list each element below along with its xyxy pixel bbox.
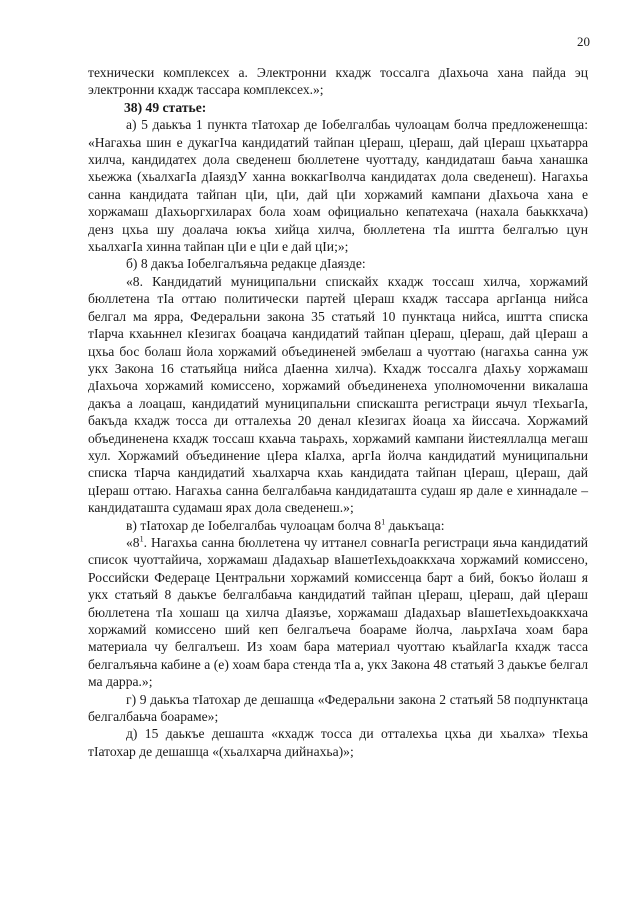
paragraph-b: б) 8 дакъа Iобелгалъяьча редакце дIаязде:	[126, 256, 366, 272]
paragraph-a: а) 5 даькъа 1 пункта тIатохар де Iобелгалбаь чулоацам болча предложенешца: «Нагахьа шин е дукагIча кандидатий тайпан цIераш, цIераш, дай цIераш цхьатарра хилча, кандидатех дола сведенеш бюллетене чуоттаду, кандидаташ баьча ханашка хьежжа (хьалхагIа дIаяздУ ханна воккагIволча кандидатах дола сведенеш). Нагахьа санна кандидата тайпан цIи, цIи, дай цIи хоржамий кампани дIахьоча хана е хоржамаш дIахьоргхиларах бола хоам официально кепатехача (нахала баьккхача) денз цхьа шу доалача юкъа хийца хилча, бюллетена тIа иштта белгалъю цун хьалхагIа хинна тайпан цIи е цIи е дай цIи;»;	[88, 117, 588, 255]
article-heading: 38) 49 статье:	[124, 99, 207, 115]
paragraph-v: в) тIатохар де Iобелгалбаь чулоацам болча $8^1$ даькъаца:	[126, 517, 445, 533]
paragraph-continuation: технически комплексех а. Электронни кхадж тоссалга дIахьоча хана пайда эц электронни кхадж тассара комплексех.»;	[88, 65, 588, 98]
page-number: 20	[577, 34, 590, 49]
paragraph-b-quote: «8. Кандидатий муниципальни спискайх кхадж тоссаш хилча, хоржамий бюллетена тIа оттаю политически партей цIераш кхадж тассара аргIанца нийса белгал ма ярра, Федеральни закона 35 статьяй 10 пунктаца нийса, иштта списка тIарча кхаьннел кIезигах боацача кандидатий тайпан цIераш, цIераш, дай цIераш а цхьа бос болаш йола хоржамий объединеней эмбелаш а чуоттаю (нагахьа санна уж укх Закона 16 статьяйца нийса дIаенна хилча). Кхадж тоссалга дIахьу хоржамаш дIахьоча хоржамий комиссено, хоржамий объединенеха уполномоченни викалаша дакъа а лоацаш, кандидатий муниципальни спискашта регистраци яьчул тIехьагIа, бакъда кхадж тосса ди отталехьа 20 денал кIезигах йоаца ха йиссача. Хоржамий объединенена кхадж тоссаш кхаьча таьрахь, хоржамий кампани йистеяллалца мегаш хул. Хоржамий объединение цIера кIалха, аргIа йолча кандидатий муниципальни списка тIарча кандидатий хьалхарча кхаь кандидата тайпан цIераш, цIераш, дай цIераш оттаю. Нагахьа санна белгалбаьча кандидаташта судаш яр дале е хиннадале – кандидаташта судамаш ярах дола сведенеш.»;	[88, 273, 588, 516]
document-body	[88, 64, 588, 760]
paragraph-g: г) 9 даькъа тIатохар де дешашца «Федеральни закона 2 статьяй 58 подпунктаца белгалбаьча боараме»;	[88, 691, 588, 725]
paragraph-v-quote: «$8^1$. Нагахьа санна бюллетена чу иттанел совнагIа регистраци яьча кандидатий список чуоттайича, хоржамаш дIадахьар вIашетIехьдоаккхача хоржамий комиссено, Российски Федераце Центральни хоржамий комиссенца барт а бий, бокъо йолаш я укх статьяй 8 даькъе белгалбаьча кандидатий тайпан цIераш, цIераш, дай цIераш бюллетена тIа хошаш ца хилча дIаязъе, хоржамаш дIадахьар вIашетIехьдоаккхача хоржамий комиссено ший кеп белгалъеча боараме йолча, лаьрхIача хоам бара материала чу белгалъеш. Из хоам бара материал чуоттаю къайлагIа кхадж тасса белгалъяьча кабине а (е) хоам бара стенда тIа а, укх Закона 48 статьяй 3 даькъе белгал ма дарра.»;	[88, 534, 588, 690]
paragraph-d: д) 15 даькъе дешашта «кхадж тосса ди отталехьа цхьа ди хьалха» тIехьа тIатохар де дешашца «(хьалхарча дийнахьа)»;	[88, 726, 588, 759]
